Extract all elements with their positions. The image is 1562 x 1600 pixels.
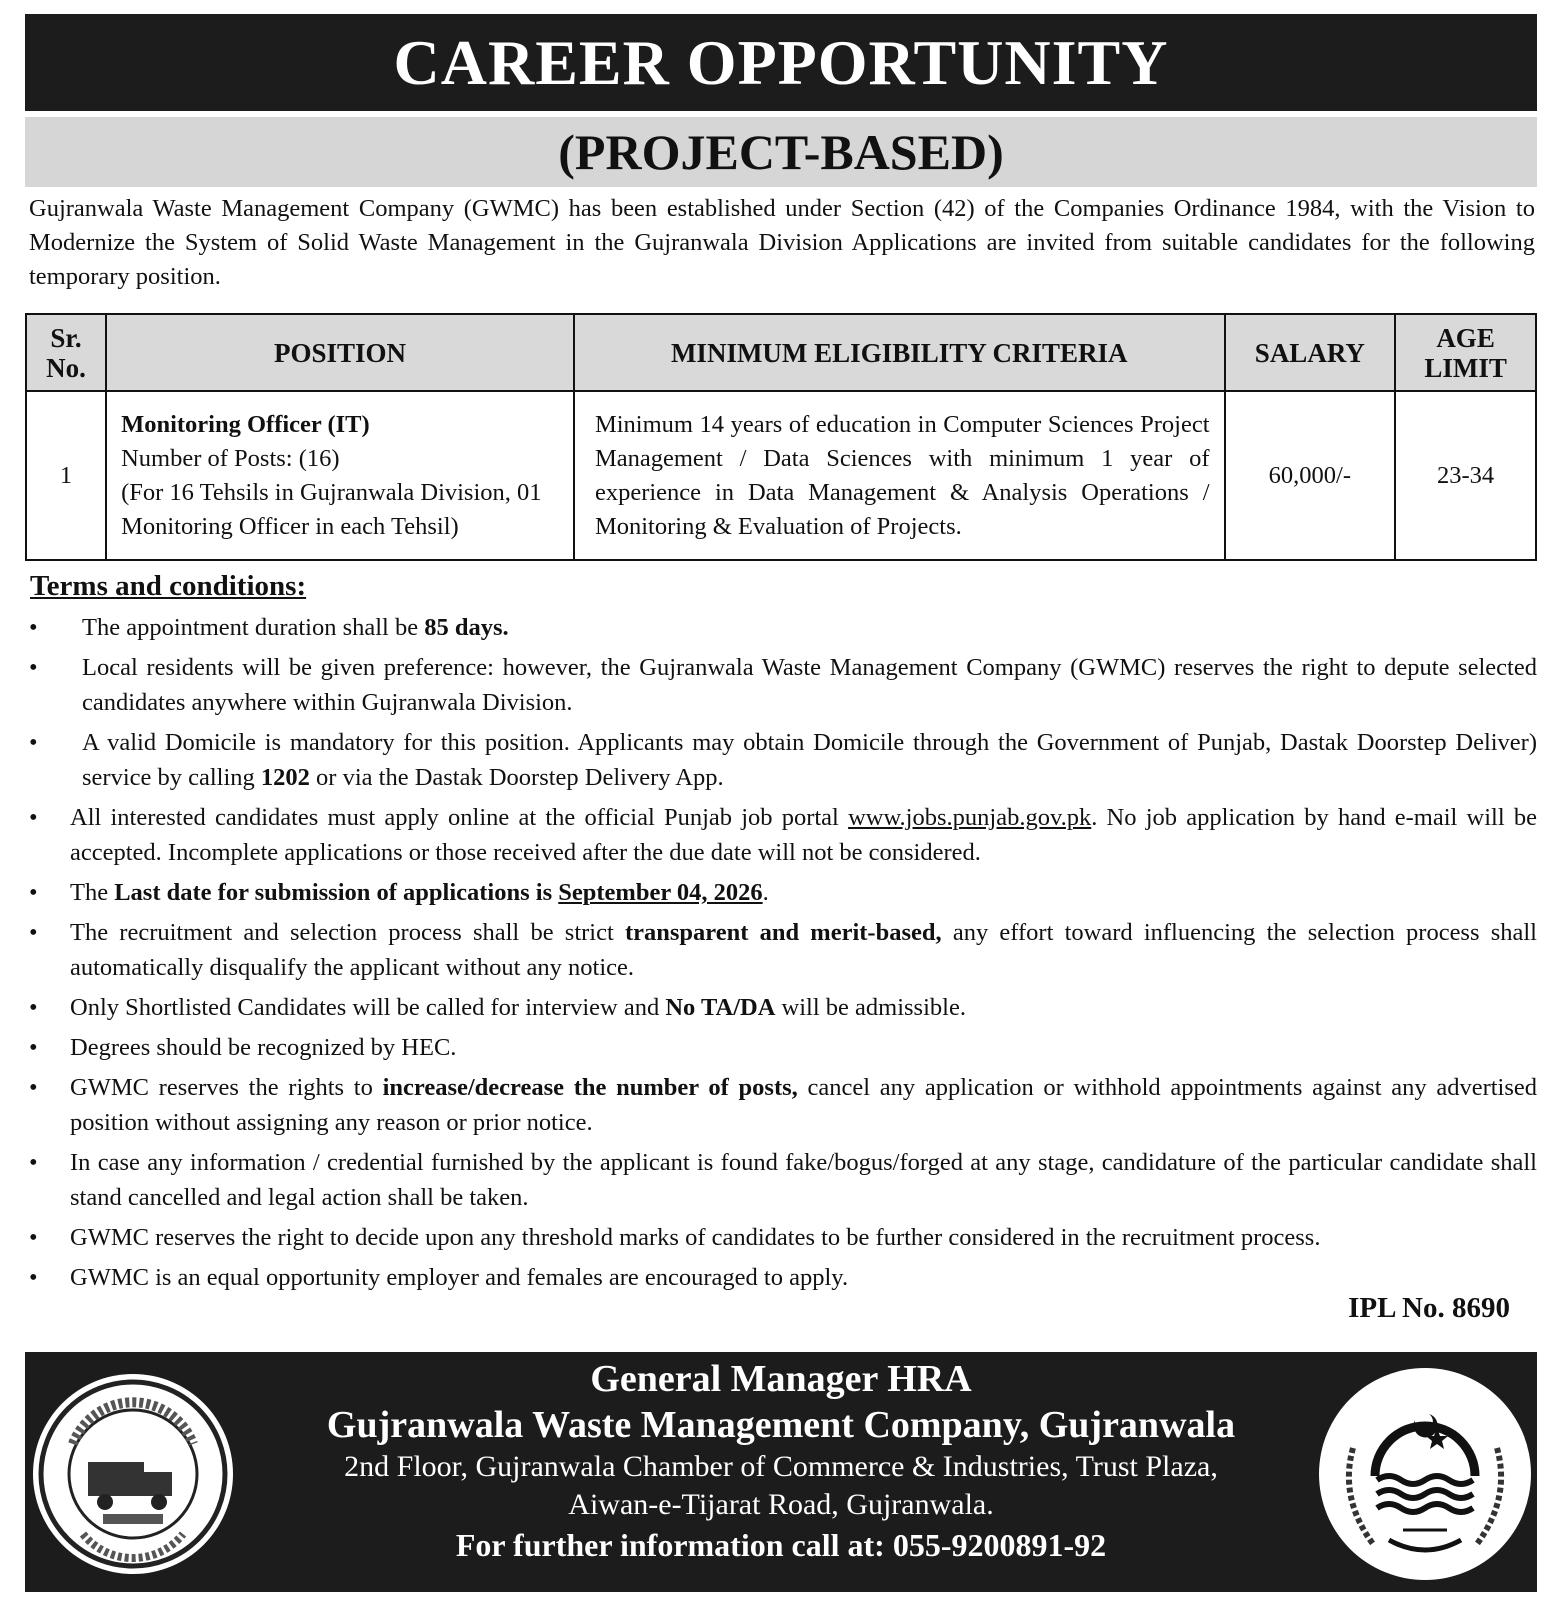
footer-text (265, 1356, 1297, 1566)
punjab-government-emblem-icon (1319, 1368, 1531, 1580)
list-item (29, 1145, 1537, 1215)
list-item (29, 915, 1537, 985)
term-text: A valid Domicile is mandatory for this position. Applicants may obtain Domicile through the Government of Punjab, Dastak Doorstep Deliver) service by calling (82, 729, 1537, 791)
term-bold: 1202 (260, 764, 310, 791)
job-portal-link[interactable]: www.jobs.punjab.gov.pk (848, 804, 1092, 831)
term-text: or via the Dastak Doorstep Delivery App. (309, 764, 724, 791)
punjab-emblem-svg (1319, 1368, 1531, 1580)
footer-address-line1: 2nd Floor, Gujranwala Chamber of Commerce & Industries, Trust Plaza, (344, 1450, 1218, 1483)
list-item (29, 1220, 1537, 1255)
term-text: . No job application by hand e-mail will be accepted. Incomplete applications or those received after the due date will not be considered. (70, 804, 1537, 866)
page-title: CAREER OPPORTUNITY (25, 14, 1537, 111)
term-text: will be admissible. (775, 994, 966, 1021)
position-title: Monitoring Officer (IT) (121, 410, 370, 438)
ipl-number: IPL No. 8690 (1348, 1292, 1510, 1324)
bullet-icon: • (29, 654, 38, 681)
intro-paragraph: Gujranwala Waste Management Company (GWMC) has been established under Section (42) of the Companies Ordinance 1984, with the Vision to Modernize the System of Solid Waste Management in the Gujranwala Division Applications are invited from suitable candidates for the following temporary position. (29, 195, 1535, 290)
header-sr-no (26, 314, 106, 391)
last-date: September 04, 2026 (558, 879, 763, 906)
term-text: . (762, 879, 769, 906)
term-text: Local residents will be given preference: however, the Gujranwala Waste Management Company (GWMC) reserves the right to depute selected candidates anywhere within Gujranwala Division. (82, 654, 1537, 716)
term-text: Degrees should be recognized by HEC. (70, 1034, 457, 1061)
footer-phone: For further information call at: 055-9200891-92 (455, 1527, 1107, 1563)
list-item (29, 875, 1537, 910)
list-item (29, 1260, 1537, 1295)
bullet-icon: • (29, 879, 38, 906)
cell-age: 23-34 (1395, 391, 1536, 560)
bullet-icon: • (29, 729, 38, 756)
term-bold: increase/decrease the number of posts, (382, 1074, 798, 1101)
positions-table (25, 313, 1537, 561)
term-text: All interested candidates must apply online at the official Punjab job portal (70, 804, 849, 831)
cell-sr: 1 (26, 391, 106, 560)
term-text: The recruitment and selection process shall be strict (70, 919, 625, 946)
list-item (29, 1070, 1537, 1140)
list-item (29, 650, 1537, 720)
header-position: POSITION (106, 314, 574, 391)
term-text: The appointment duration shall be (82, 614, 425, 641)
header-age-line2: LIMIT (1424, 352, 1507, 383)
bullet-icon: • (29, 1264, 38, 1291)
term-text: Only Shortlisted Candidates will be called for interview and (70, 994, 666, 1021)
bullet-icon: • (29, 1224, 38, 1251)
page-subtitle: (PROJECT-BASED) (25, 117, 1537, 187)
header-age-line1: AGE (1436, 322, 1495, 353)
footer-company: Gujranwala Waste Management Company, Gujranwala (326, 1404, 1236, 1446)
header-criteria: MINIMUM ELIGIBILITY CRITERIA (574, 314, 1225, 391)
bullet-icon: • (29, 1149, 38, 1176)
bullet-icon: • (29, 804, 38, 831)
cell-salary: 60,000/- (1225, 391, 1396, 560)
table-header-row (26, 314, 1536, 391)
header-age-limit (1395, 314, 1536, 391)
bullet-icon: • (29, 1034, 38, 1061)
term-bold: 85 days. (424, 614, 509, 641)
term-text: GWMC reserves the right to decide upon any threshold marks of candidates to be further considered in the recruitment process. (70, 1224, 1321, 1251)
term-bold: No TA/DA (665, 994, 776, 1021)
header-sr-line1: Sr. (50, 322, 82, 353)
terms-heading: Terms and conditions: (30, 570, 307, 602)
term-text: GWMC reserves the rights to (70, 1074, 383, 1101)
term-text: In case any information / credential furnished by the applicant is found fake/bogus/forged at any stage, candidature of the particular candidate shall stand cancelled and legal action shall be taken. (70, 1149, 1537, 1211)
list-item (29, 990, 1537, 1025)
bullet-icon: • (29, 919, 38, 946)
gwmc-seal-svg (33, 1374, 233, 1574)
cell-criteria: Minimum 14 years of education in Computer Sciences Project Management / Data Sciences with minimum 1 year of experience in Data Management & Analysis Operations / Monitoring & Evaluation of Projects. (574, 391, 1225, 560)
list-item (29, 725, 1537, 795)
gwmc-seal-icon (33, 1374, 233, 1574)
footer-address-line2: Aiwan-e-Tijarat Road, Gujranwala. (568, 1488, 994, 1521)
list-item (29, 1030, 1537, 1065)
term-text: any effort toward influencing the selection process shall automatically disqualify the applicant without any notice. (70, 919, 1537, 981)
cell-position (106, 391, 574, 560)
posts-note: (For 16 Tehsils in Gujranwala Division, 01 Monitoring Officer in each Tehsil) (121, 478, 542, 540)
bullet-icon: • (29, 1074, 38, 1101)
footer-contact-block (25, 1352, 1537, 1592)
term-bold: transparent and merit-based, (624, 919, 942, 946)
bullet-icon: • (29, 614, 38, 641)
list-item (29, 610, 1537, 645)
footer-designation: General Manager HRA (590, 1358, 972, 1400)
header-salary: SALARY (1225, 314, 1396, 391)
list-item (29, 800, 1537, 870)
term-text: GWMC is an equal opportunity employer and females are encouraged to apply. (70, 1264, 849, 1291)
header-sr-line2: No. (46, 352, 86, 383)
term-text: The (70, 879, 115, 906)
terms-list (29, 610, 1537, 1300)
term-text: cancel any application or withhold appointments against any advertised position without assigning any reason or prior notice. (70, 1074, 1538, 1136)
term-bold: Last date for submission of applications is (114, 879, 559, 906)
bullet-icon: • (29, 994, 38, 1021)
table-row (26, 391, 1536, 560)
number-of-posts: Number of Posts: (16) (121, 444, 340, 472)
